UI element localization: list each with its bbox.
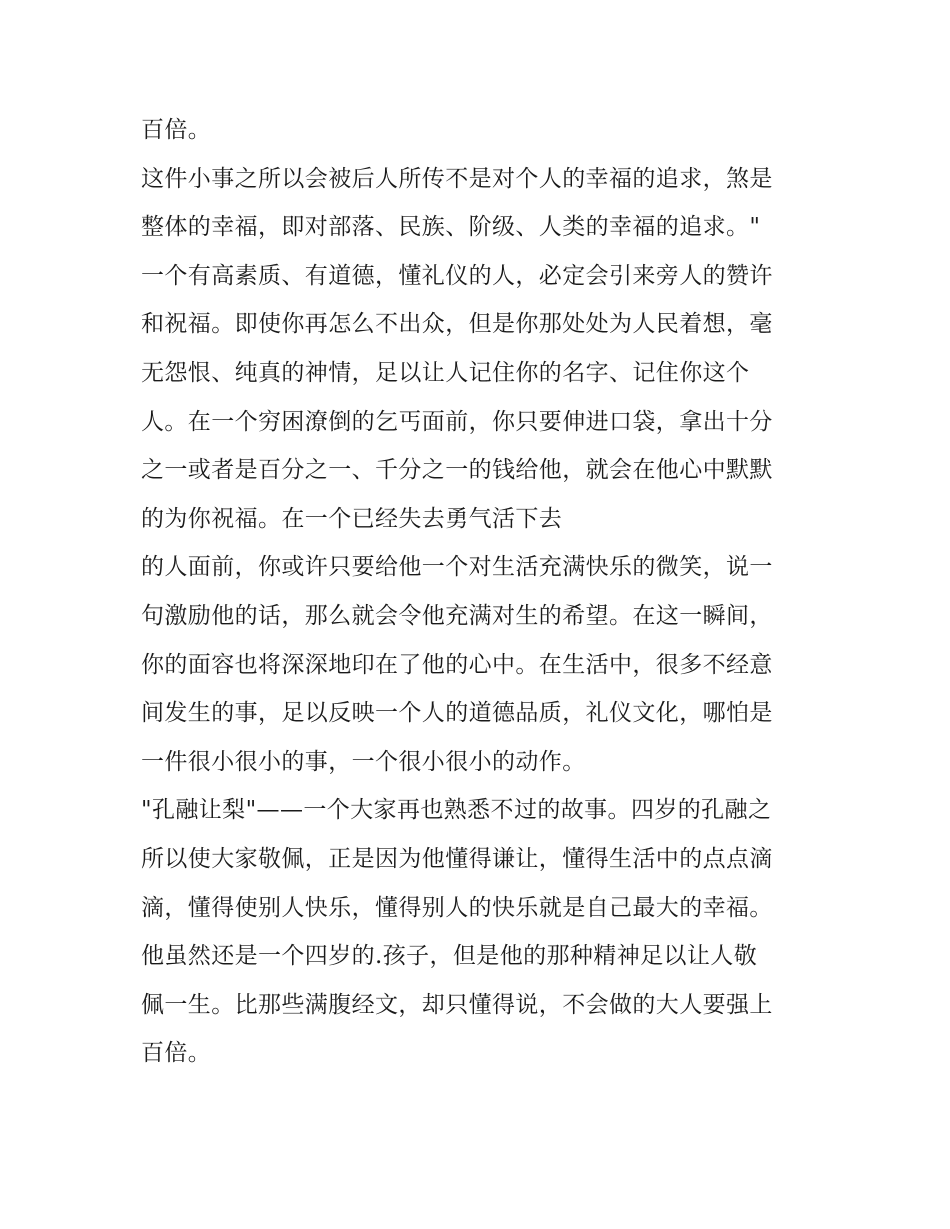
text-line: 句激励他的话，那么就会令他充满对生的希望。在这一瞬间，	[141, 602, 773, 629]
text-line: 一个有高素质、有道德，懂礼仪的人，必定会引来旁人的赞许	[141, 262, 773, 289]
text-line: 所以使大家敬佩，正是因为他懂得谦让，懂得生活中的点点滴	[141, 845, 773, 872]
text-line: 一件很小很小的事，一个很小很小的动作。	[141, 748, 586, 775]
text-line: 整体的幸福，即对部落、民族、阶级、人类的幸福的追求。"	[141, 214, 761, 241]
text-line: 之一或者是百分之一、千分之一的钱给他，就会在他心中默默	[141, 457, 773, 484]
text-line: 间发生的事，足以反映一个人的道德品质，礼仪文化，哪怕是	[141, 700, 773, 727]
text-line: 滴，懂得使别人快乐，懂得别人的快乐就是自己最大的幸福。	[141, 894, 773, 921]
text-line: 他虽然还是一个四岁的.孩子，但是他的那种精神足以让人敬	[141, 943, 758, 970]
text-line: 无怨恨、纯真的神情，足以让人记住你的名字、记住你这个	[141, 359, 750, 386]
text-line: 你的面容也将深深地印在了他的心中。在生活中，很多不经意	[141, 651, 773, 678]
text-line: 的人面前，你或许只要给他一个对生活充满快乐的微笑，说一	[141, 554, 773, 581]
text-line: 百倍。	[141, 117, 212, 143]
text-line: 百倍。	[141, 1040, 212, 1067]
text-line: 人。在一个穷困潦倒的乞丐面前，你只要伸进口袋，拿出十分	[141, 408, 773, 435]
text-line: "孔融让梨"——一个大家再也熟悉不过的故事。四岁的孔融之	[141, 797, 772, 824]
document-body	[141, 106, 821, 1078]
text-line: 这件小事之所以会被后人所传不是对个人的幸福的追求，煞是	[141, 165, 773, 192]
text-line: 佩一生。比那些满腹经文，却只懂得说，不会做的大人要强上	[141, 991, 773, 1018]
text-line: 的为你祝福。在一个已经失去勇气活下去	[141, 505, 563, 532]
text-line: 和祝福。即使你再怎么不出众，但是你那处处为人民着想，毫	[141, 311, 773, 338]
